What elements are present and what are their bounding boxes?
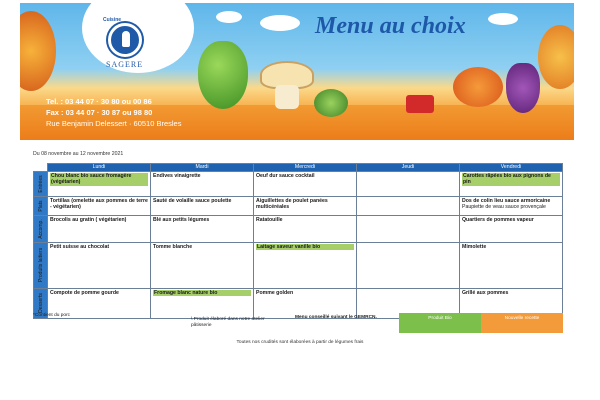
dish-name: Aiguillettes de poulet panées multicéréales — [256, 197, 328, 210]
day-header-row — [34, 164, 563, 172]
course-label — [34, 242, 48, 288]
page-title: Menu au choix — [315, 13, 466, 39]
dish-name: Mimolette — [462, 243, 487, 250]
course-label — [34, 171, 48, 196]
phone-number: Tel. : 03 44 07 · 30 80 ou 00 86 — [46, 97, 152, 106]
legend-note-pork: *Contient du porc — [33, 313, 71, 318]
day-header: Vendredi — [460, 164, 563, 172]
dish-name: Blé aux petits légumes — [153, 216, 210, 223]
dish-name: Brocolis au gratin ( végétarien) — [50, 216, 127, 223]
dish-name: Oeuf dur sauce cocktail — [256, 172, 315, 179]
legend-new-recipe: Nouvelle recette — [481, 313, 563, 333]
legend-gemrcn: Menu conseillé suivant le GEMRCN. — [295, 315, 377, 320]
grapes-character-icon — [506, 63, 540, 113]
day-header: Jeudi — [357, 164, 460, 172]
menu-cell — [151, 196, 254, 215]
menu-cell — [460, 242, 563, 288]
dish-name: Laitage saveur vanille bio — [256, 244, 354, 251]
mushroom-stem-icon — [275, 85, 299, 109]
menu-table — [33, 163, 563, 319]
menu-row — [34, 196, 563, 215]
menu-period: Du 08 novembre au 12 novembre 2021 — [33, 151, 124, 157]
menu-cell — [151, 242, 254, 288]
autumn-tree-icon — [20, 11, 56, 91]
day-header: Mardi — [151, 164, 254, 172]
autumn-tree-icon — [538, 25, 574, 89]
table-corner — [34, 164, 48, 172]
day-header: Lundi — [48, 164, 151, 172]
menu-cell — [254, 242, 357, 288]
dish-name: Chou blanc bio sauce fromagère (végétarien) — [50, 173, 148, 186]
menu-cell — [357, 196, 460, 215]
dish-name: Ratatouille — [256, 216, 283, 223]
address: Rue Benjamin Delessert · 60510 Bresles — [46, 119, 182, 128]
menu-cell — [254, 215, 357, 242]
menu-cell — [48, 196, 151, 215]
course-label-text: Desserts — [37, 293, 44, 313]
course-label-text: Entrées — [37, 174, 44, 193]
footer-note: Toutes nos crudités sont élaborées à partir de légumes frais — [236, 340, 364, 345]
menu-cell — [357, 215, 460, 242]
pear-character-icon — [198, 41, 248, 109]
dish-name: Petit suisse au chocolat — [50, 243, 110, 250]
dish-name: Sauté de volaille sauce poulette — [153, 197, 232, 204]
fax-number: Fax : 03 44 07 · 30 87 ou 98 80 — [46, 108, 153, 117]
menu-cell — [48, 215, 151, 242]
dish-name: Grillé aux pommes — [462, 289, 509, 296]
menu-cell — [460, 171, 563, 196]
dish-name: Compote de pomme gourde — [50, 289, 119, 296]
cloud-icon — [260, 15, 300, 31]
menu-cell — [151, 171, 254, 196]
menu-cell — [48, 242, 151, 288]
dish-name: Dos de colin lieu sauce armoricaine — [462, 197, 551, 204]
dish-name: Quartiers de pommes vapeur — [462, 216, 534, 223]
pumpkin-character-icon — [453, 67, 503, 107]
menu-row — [34, 171, 563, 196]
course-label-text: Produits laitiers — [37, 247, 44, 283]
cabbage-character-icon — [314, 89, 348, 117]
menu-cell — [460, 215, 563, 242]
cloud-icon — [216, 11, 242, 23]
header-banner — [20, 3, 574, 140]
menu-cell — [254, 196, 357, 215]
dish-name: Carottes râpées bio aux pignons de pin — [462, 173, 560, 186]
dish-name: Endives vinaigrette — [153, 172, 201, 179]
logo-small-text: Cuisine — [103, 17, 122, 23]
course-label-text: Accomp. — [37, 218, 44, 239]
menu-cell — [151, 215, 254, 242]
menu-cell — [460, 196, 563, 215]
legend — [33, 313, 563, 333]
dish-name: Tortillas (omelette aux pommes de terre - végétarien) — [50, 197, 148, 210]
cloud-icon — [488, 13, 518, 25]
legend-note-workshop-2: pâtisserie — [191, 323, 212, 328]
course-label — [34, 196, 48, 215]
course-label — [34, 215, 48, 242]
day-header: Mercredi — [254, 164, 357, 172]
menu-cell — [357, 171, 460, 196]
logo-icon — [108, 23, 142, 57]
course-label-text: Plats — [37, 199, 44, 212]
menu-row — [34, 242, 563, 288]
menu-cell — [357, 242, 460, 288]
legend-bio: Produit Bio — [399, 313, 481, 333]
dish-name: Fromage blanc nature bio — [153, 290, 251, 297]
menu-cell — [254, 171, 357, 196]
menu-row — [34, 215, 563, 242]
dish-name: Pomme golden — [256, 289, 294, 296]
logo-name: SAGERE — [106, 60, 144, 69]
dish-name: Paupiette de veau sauce provençale — [462, 204, 546, 210]
tractor-icon — [406, 95, 434, 113]
dish-name: Tomme blanche — [153, 243, 193, 250]
menu-cell — [48, 171, 151, 196]
legend-note-workshop: \ Produit élaboré dans notre atelier — [191, 317, 265, 322]
